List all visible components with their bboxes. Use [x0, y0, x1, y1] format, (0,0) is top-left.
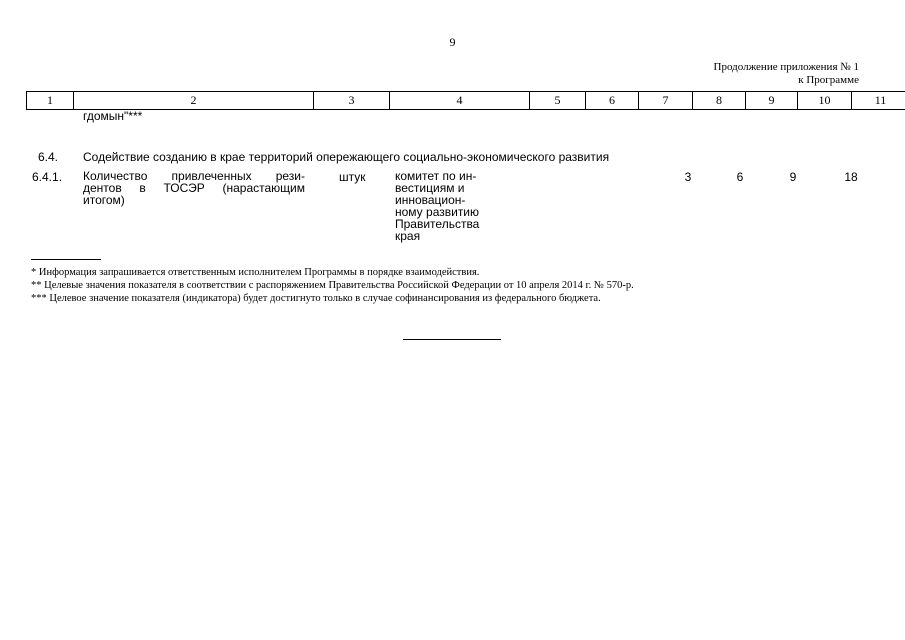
column-header-1: 1: [27, 92, 74, 110]
column-header-2: 2: [74, 92, 314, 110]
value-column-8: 3: [684, 170, 692, 184]
column-header-3: 3: [314, 92, 390, 110]
footnote-divider: [31, 259, 101, 260]
responsible-line: края: [395, 229, 421, 243]
indicator-name-line: Количество привлеченных рези-: [83, 169, 305, 183]
indicator-name: [83, 170, 305, 206]
appendix-note: [714, 61, 859, 87]
indicator-name-line: дентов в ТОСЭР (нарастающим: [83, 181, 305, 195]
value-column-11: 18: [844, 170, 858, 184]
responsible-line: ному развитию: [395, 205, 480, 219]
column-header-4: 4: [390, 92, 530, 110]
section-title: Содействие созданию в крае территорий опережающего социально-экономического развития: [83, 150, 610, 164]
value-column-9: 6: [736, 170, 744, 184]
column-header-6: 6: [586, 92, 639, 110]
row-number: 6.4.1.: [32, 170, 63, 184]
column-header-9: 9: [746, 92, 798, 110]
indicator-name-line: итогом): [83, 193, 125, 207]
responsible-line: Правительства: [395, 217, 480, 231]
responsible-line: вестициям и: [395, 181, 465, 195]
unit-of-measure: штук: [339, 170, 366, 184]
appendix-note-line-1: Продолжение приложения № 1: [713, 61, 859, 73]
section-number: 6.4.: [38, 150, 59, 164]
responsible-line: комитет по ин-: [395, 169, 477, 183]
footnotes: [31, 266, 634, 305]
column-header-7: 7: [639, 92, 693, 110]
footnote-3: *** Целевое значение показателя (индикатора) будет достигнуто только в случае софинансирования из федерального бюджета.: [31, 293, 601, 304]
value-column-10: 9: [789, 170, 797, 184]
column-header-8: 8: [693, 92, 746, 110]
column-header-5: 5: [530, 92, 586, 110]
footnote-2: ** Целевые значения показателя в соответствии с распоряжением Правительства Российской Федерации от 10 апреля 2014 г. № 570-р.: [31, 280, 634, 291]
column-header-11: 11: [852, 92, 905, 110]
column-number-header: [26, 91, 905, 110]
page-number: 9: [449, 35, 456, 49]
appendix-note-line-2: к Программе: [798, 74, 859, 86]
responsible-executor: [395, 170, 505, 242]
footnote-1: * Информация запрашивается ответственным исполнителем Программы в порядке взаимодействия.: [31, 267, 480, 278]
continued-row-text: гдомын"***: [83, 109, 143, 123]
column-header-10: 10: [798, 92, 852, 110]
end-of-document-rule: [403, 339, 501, 340]
responsible-line: инновацион-: [395, 193, 466, 207]
